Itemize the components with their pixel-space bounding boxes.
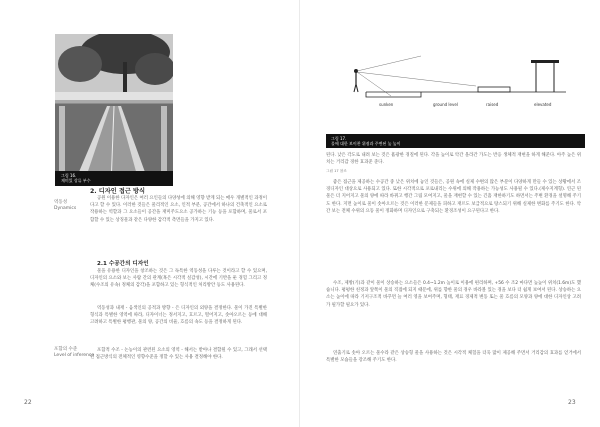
sidenote-inference <box>54 347 94 359</box>
subsection-title: 2.1 수공간의 디자인 <box>97 261 149 267</box>
sidenote-dynamics-ko: 역동성 <box>54 200 68 205</box>
paragraph-4: 포함적 수조 - 논농이의 관련된 요소의 영역 - 해서는 받아나 결합될 수 있고, 그래서 선택된 접근방식의 전체적인 영향수준을 정할 수 있는 사용 결정해야 한다. <box>90 348 267 361</box>
water-channel-photo <box>55 34 173 186</box>
sidenote-dynamics <box>54 200 76 212</box>
sidenote-inference-en: Level of inference <box>54 353 95 358</box>
page-number-right: 23 <box>568 399 576 406</box>
label-elevated: elevated <box>534 102 552 107</box>
diagram-caption-title: 그림 17. <box>331 136 347 141</box>
level-section-drawing <box>326 34 585 134</box>
sidenote-dynamics-en: Dynamics <box>54 206 77 211</box>
right-paragraph-3: 수조, 제방(기)과 같이 물이 상승하는 요소들은 0.4~1.2m 높이로 이용에 편리하며, +56 수 조2 마다면 높높이 위치(1.6m)도 했습니다. 평평한 친정과 앞쪽이 물의 직접에 되지 때문에, 위를 향한 물의 경우 바라볼 있는 경을 보다 더 쉽게 보여서 된다. 상승하는 요소는 높이에 따라 기저구조적 바꾸면 늘 여러 영을 보여주며, 형태, 재료 경제적 변동 또는 물 흐름의 모양과 양에 대한 디자인상 고려가 필가할 필요가 있다. <box>326 281 581 308</box>
right-paragraph-2: 좋은 접근을 제공하는 수공간 중 낮은 위치에 놓인 것들은, 공원 속에 실제 수변의 많은 부분이 다양하게 만들 수 있는 상황에서 조경디자인 대상으로 사용되고 있다. 또한 시각적으로 포로내리는 수위에 의해 작용하는 가능성도 사용될 수 있다.(제수지계형). 연근 된 물은 더 지어지고 물의 양에 따라 바뀌고 행간 그림 모여지고, 물을 재현할 수 있는 긴흡 재한하기도 하면서는 주변 환경을 설명해 주기도 한다. 지면 높이로 물이 솟아오르는 것은 이러한 문제들을 피하고 재르도 보급적으로 탕스되기 위해 실제한 변화를 주기도 한다. 악간 보는 전체 수위의 요동 물이 정화하며 디자인으로 구축되는 환경조성이 요구된다고 한다. <box>326 180 581 214</box>
right-paragraph-4: 연출기로 솟아 오르는 물수라 같은 상승형 물을 사용하는 것은 시각적 체험을 더욱 많이 제공해 주면서 거리감의 효과를 얻거에서 특별한 모습들을 강조해 주기도 한다. <box>326 351 581 364</box>
figure-reference: 그림 17 참조 <box>326 169 347 173</box>
section-title: 2. 디자인 접근 방식 <box>90 188 145 195</box>
water-level-diagram <box>326 34 585 148</box>
photo-illustration <box>55 34 173 186</box>
photo-caption-title: 그림 16. <box>61 173 77 178</box>
paragraph-3: 역동성과 내재 - 음색인의 공적과 방향 - 은 디자인의 외양을 결정한다. 물이 가진 특별한 형식과 특별한 영역에 따라, 디자이너는 정서지고, 흐르고, 떨어지고, 솟아오르는 등에 대해 고려하고 특별한 평행관, 물의 양, 공간의 비율, 흐름의 속도 등을 결정하게 된다. <box>90 306 267 326</box>
label-raised: raised <box>486 102 499 107</box>
diagram-caption-bar <box>326 134 585 148</box>
sidenote-inference-ko: 포함의 수준 <box>54 347 78 352</box>
photo-caption-text: 재미있 상류 부수 <box>61 178 91 183</box>
right-paragraph-1: 된다. 낮은 각도로 내려 보는 것은 흡광한 경질에 된다. 각을 높이로 악간 올라간 가도는 반응 생체적 재현을 하게 해준다. 아주 높은 위치는 거리감 경한 효과준 준다. <box>326 153 581 166</box>
photo-caption-bar <box>55 171 173 186</box>
intro-paragraph: 공원 이용한 다자인은 여러 요인들의 다양성에 의해 영향 받게 되는 매우 개별적인 과정이다고 할 수 있다. 이러한 것들은 물리적인 요소, 인적 부분, 공간에서 하나의 건축적인 요소로 작용하는 역할과 그 요소들이 공간을 재미주도요소 공가하는 기능 등을 포함하며, 물로서 포함할 수 있는 상징물과 같은 다양한 감각적 측면들을 가지고 있다. <box>90 196 267 223</box>
label-ground-level: ground level <box>433 102 458 107</box>
paragraph-2: 물을 유용한 디자인을 창조하는 것은 그 독특한 역동성을 다루는 것이라고 할 수 있으며, 디자인의 요소와 보는 사람 간의 관계(혹은 시각적 실감성), 시간에 기반을 둔 경험 그리고 정체(수조의 유속) 정체의 감각)을 포함하고 있는 형식적인 처리방안 등도 사용된다. <box>90 269 267 289</box>
diagram-caption-text: 물에 대한 보이찬 위점과 주변된 높 높이 <box>331 141 401 146</box>
right-page <box>300 0 600 427</box>
label-sunken: sunken <box>379 102 394 107</box>
page-number-left: 22 <box>24 399 32 406</box>
